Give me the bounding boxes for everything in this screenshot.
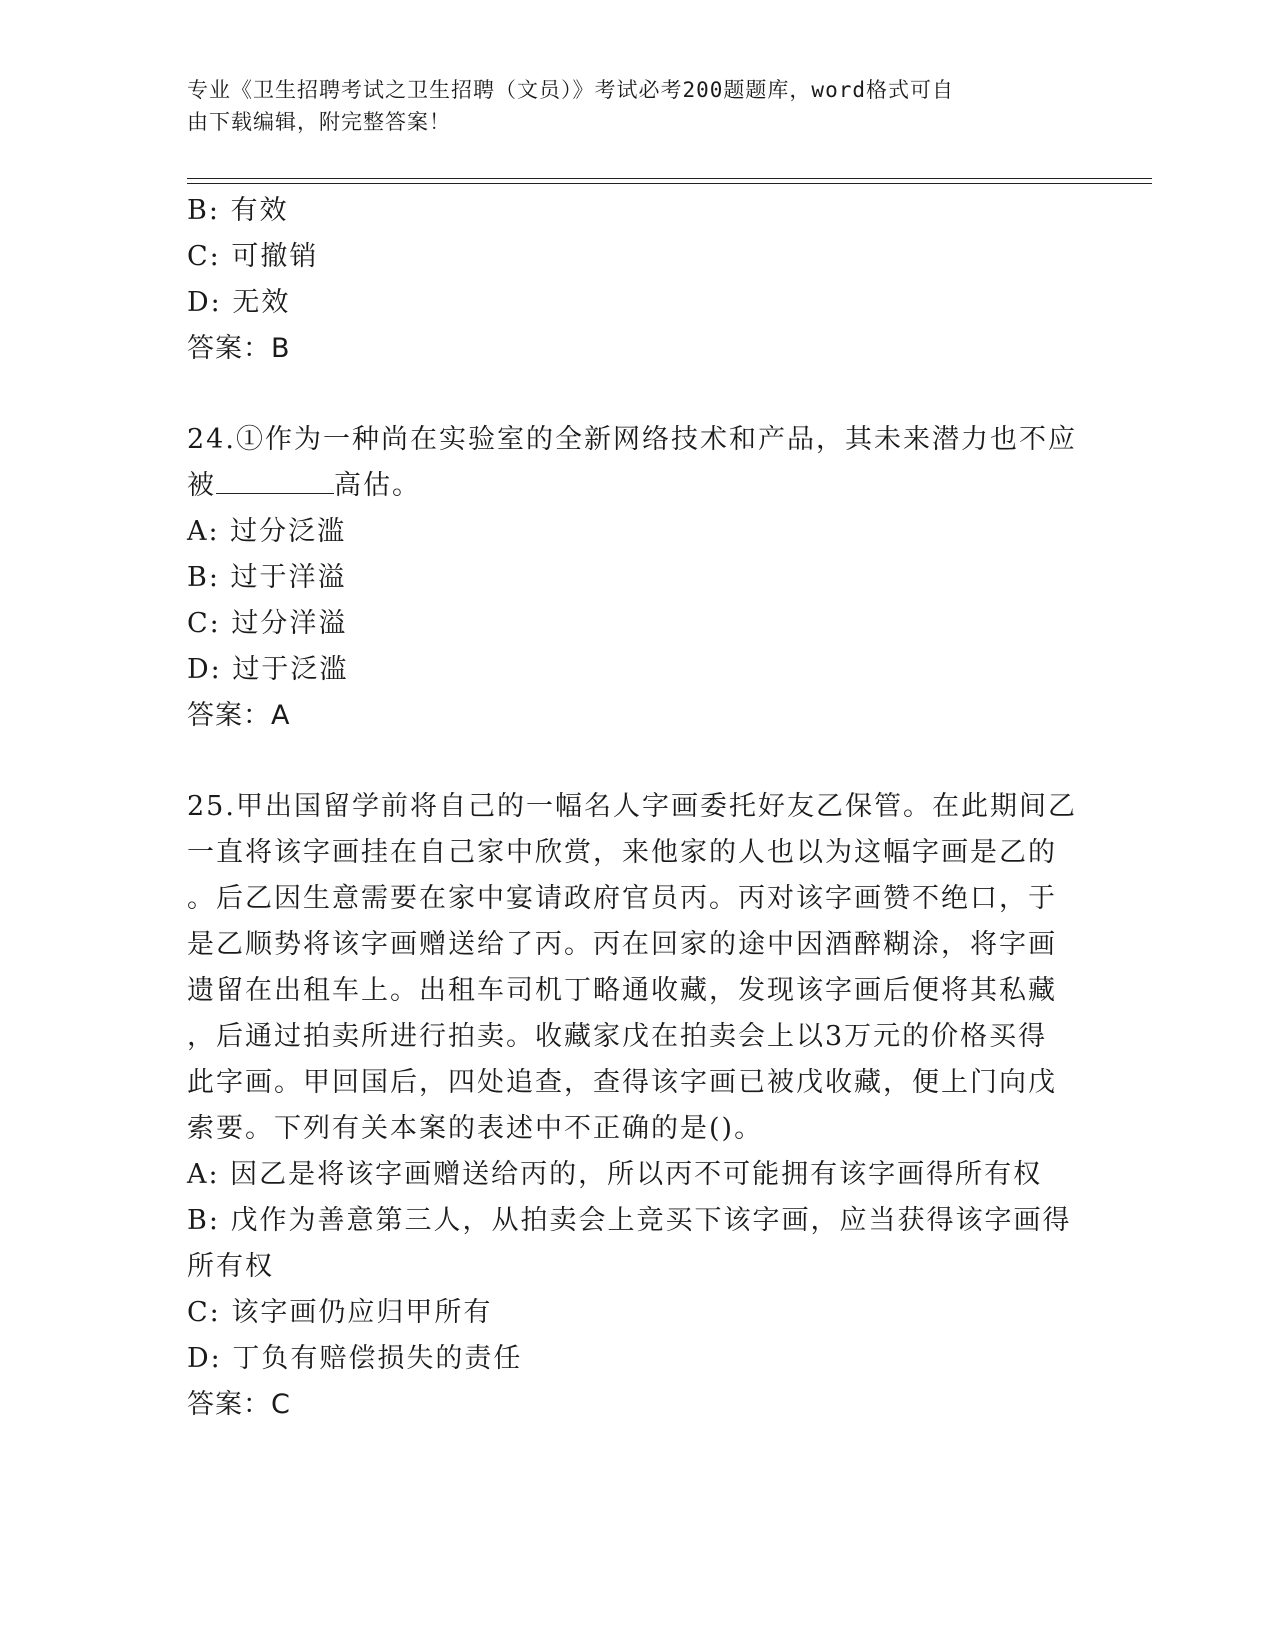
header-line-2: 由下载编辑，附完整答案！ <box>187 110 451 134</box>
option-d: D: 无效 <box>187 287 291 318</box>
question-23-tail <box>187 188 1077 372</box>
option-c: C: 过分洋溢 <box>187 608 348 639</box>
answer-label: 答案：A <box>187 700 291 731</box>
option-d: D: 丁负有赔偿损失的责任 <box>187 1343 523 1374</box>
option-b: B: 过于洋溢 <box>187 562 347 593</box>
option-a: A: 因乙是将该字画赠送给丙的，所以丙不可能拥有该字画得所有权 <box>187 1159 1043 1190</box>
question-25 <box>187 784 1077 1428</box>
header-divider-top <box>187 178 1152 179</box>
question-stem-line: 25.甲出国留学前将自己的一幅名人字画委托好友乙保管。在此期间乙 <box>187 791 1077 822</box>
header-divider-bottom <box>187 183 1152 184</box>
answer-label: 答案：B <box>187 333 291 364</box>
question-stem-line: 24.①作为一种尚在实验室的全新网络技术和产品，其未来潜力也不应 <box>187 424 1077 455</box>
stem-text: 高估。 <box>334 470 421 501</box>
question-spacer <box>187 739 1077 784</box>
question-24 <box>187 417 1077 739</box>
question-stem-line: 此字画。甲回国后，四处追查，查得该字画已被戊收藏，便上门向戊 <box>187 1067 1057 1098</box>
question-spacer <box>187 372 1077 417</box>
option-b: B: 戊作为善意第三人，从拍卖会上竞买下该字画，应当获得该字画得 <box>187 1205 1072 1236</box>
question-stem-line: 索要。下列有关本案的表述中不正确的是()。 <box>187 1113 764 1144</box>
option-b-continued: 所有权 <box>187 1251 274 1282</box>
answer-label: 答案：C <box>187 1389 291 1420</box>
option-c: C: 可撤销 <box>187 241 319 272</box>
question-stem-line: 一直将该字画挂在自己家中欣赏，来他家的人也以为这幅字画是乙的 <box>187 837 1057 868</box>
question-stem-line: ，后通过拍卖所进行拍卖。收藏家戊在拍卖会上以3万元的价格买得 <box>187 1021 1048 1052</box>
fill-in-blank <box>216 465 334 494</box>
question-stem-line: 遗留在出租车上。出租车司机丁略通收藏，发现该字画后便将其私藏 <box>187 975 1057 1006</box>
option-a: A: 过分泛滥 <box>187 516 347 547</box>
question-stem-line: 是乙顺势将该字画赠送给了丙。丙在回家的途中因酒醉糊涂，将字画 <box>187 929 1057 960</box>
document-header <box>187 74 1067 138</box>
option-c: C: 该字画仍应归甲所有 <box>187 1297 493 1328</box>
header-line-1: 专业《卫生招聘考试之卫生招聘（文员）》考试必考200题题库，word格式可自 <box>187 78 954 102</box>
option-d: D: 过于泛滥 <box>187 654 349 685</box>
question-stem-line: 。后乙因生意需要在家中宴请政府官员丙。丙对该字画赞不绝口，于 <box>187 883 1057 914</box>
question-stem-line <box>187 463 1077 509</box>
stem-text: 被 <box>187 470 216 501</box>
option-b: B: 有效 <box>187 195 289 226</box>
question-content <box>187 188 1077 1428</box>
